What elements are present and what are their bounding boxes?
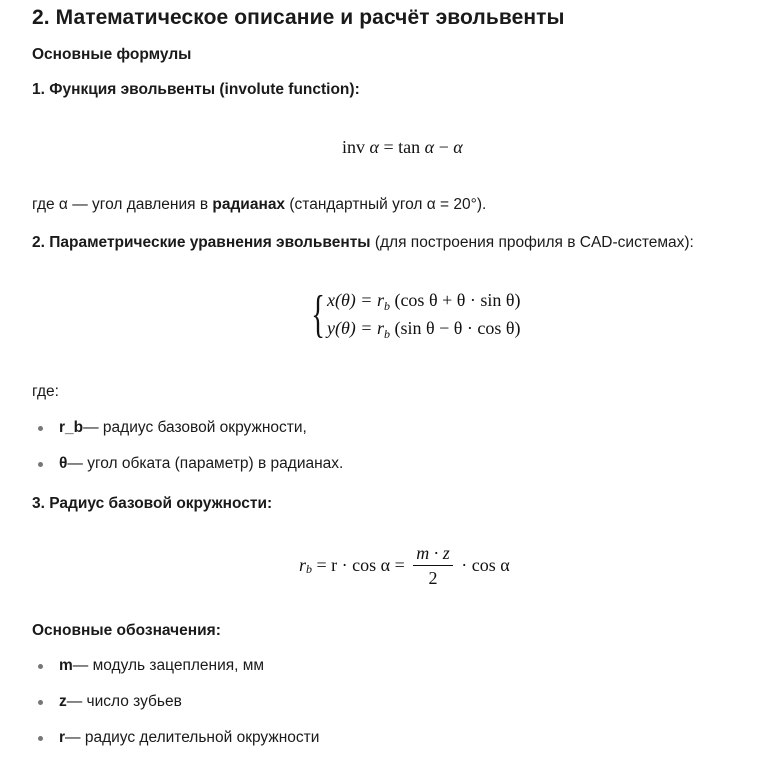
bullet-icon (38, 426, 43, 431)
base-radius-heading: 3. Радиус базовой окружности: (32, 495, 273, 512)
involute-function-heading: 1. Функция эвольвенты (involute function): (32, 81, 360, 98)
list-item: r — радиус делительной окружности (38, 729, 319, 747)
list-item: r_b — радиус базовой окружности, (38, 419, 307, 437)
parametric-equations-heading: 2. Параметрические уравнения эвольвенты (для построения профиля в CAD-системах): (32, 234, 694, 251)
bullet-icon (38, 664, 43, 669)
involute-function-formula: inv α = tan α − α (342, 137, 463, 157)
subsection-heading: Основные формулы (32, 46, 192, 63)
list-item: θ — угол обката (параметр) в радианах. (38, 455, 343, 473)
bullet-icon (38, 700, 43, 705)
list-item: m — модуль зацепления, мм (38, 657, 264, 675)
parametric-x-equation: $x(\theta) = r_b$ (cos θ + θ · sin θ) (326, 290, 521, 313)
section-title: 2. Математическое описание и расчёт эвольвенты (32, 6, 565, 29)
base-radius-formula: r b = r · cos α = $\frac{m \cdot z}{2}$ · cos α (299, 543, 510, 588)
list-item: z — число зубьев (38, 693, 182, 711)
parametric-equations-formula: { $x(\theta) = r_b$ (cos θ + θ · sin θ) $y(\theta) = r_b$ (sin θ − θ · cos θ) (311, 286, 521, 343)
pressure-angle-note: где α — угол давления в радианах (стандартный угол α = 20°). (32, 196, 487, 213)
where-label: где: (32, 383, 59, 400)
bullet-icon (38, 462, 43, 467)
notation-heading: Основные обозначения: (32, 622, 221, 639)
fraction: $\frac{m \cdot z}{2}$ (413, 543, 453, 588)
bullet-icon (38, 736, 43, 741)
parametric-y-equation: $y(\theta) = r_b$ (sin θ − θ · cos θ) (326, 318, 521, 341)
